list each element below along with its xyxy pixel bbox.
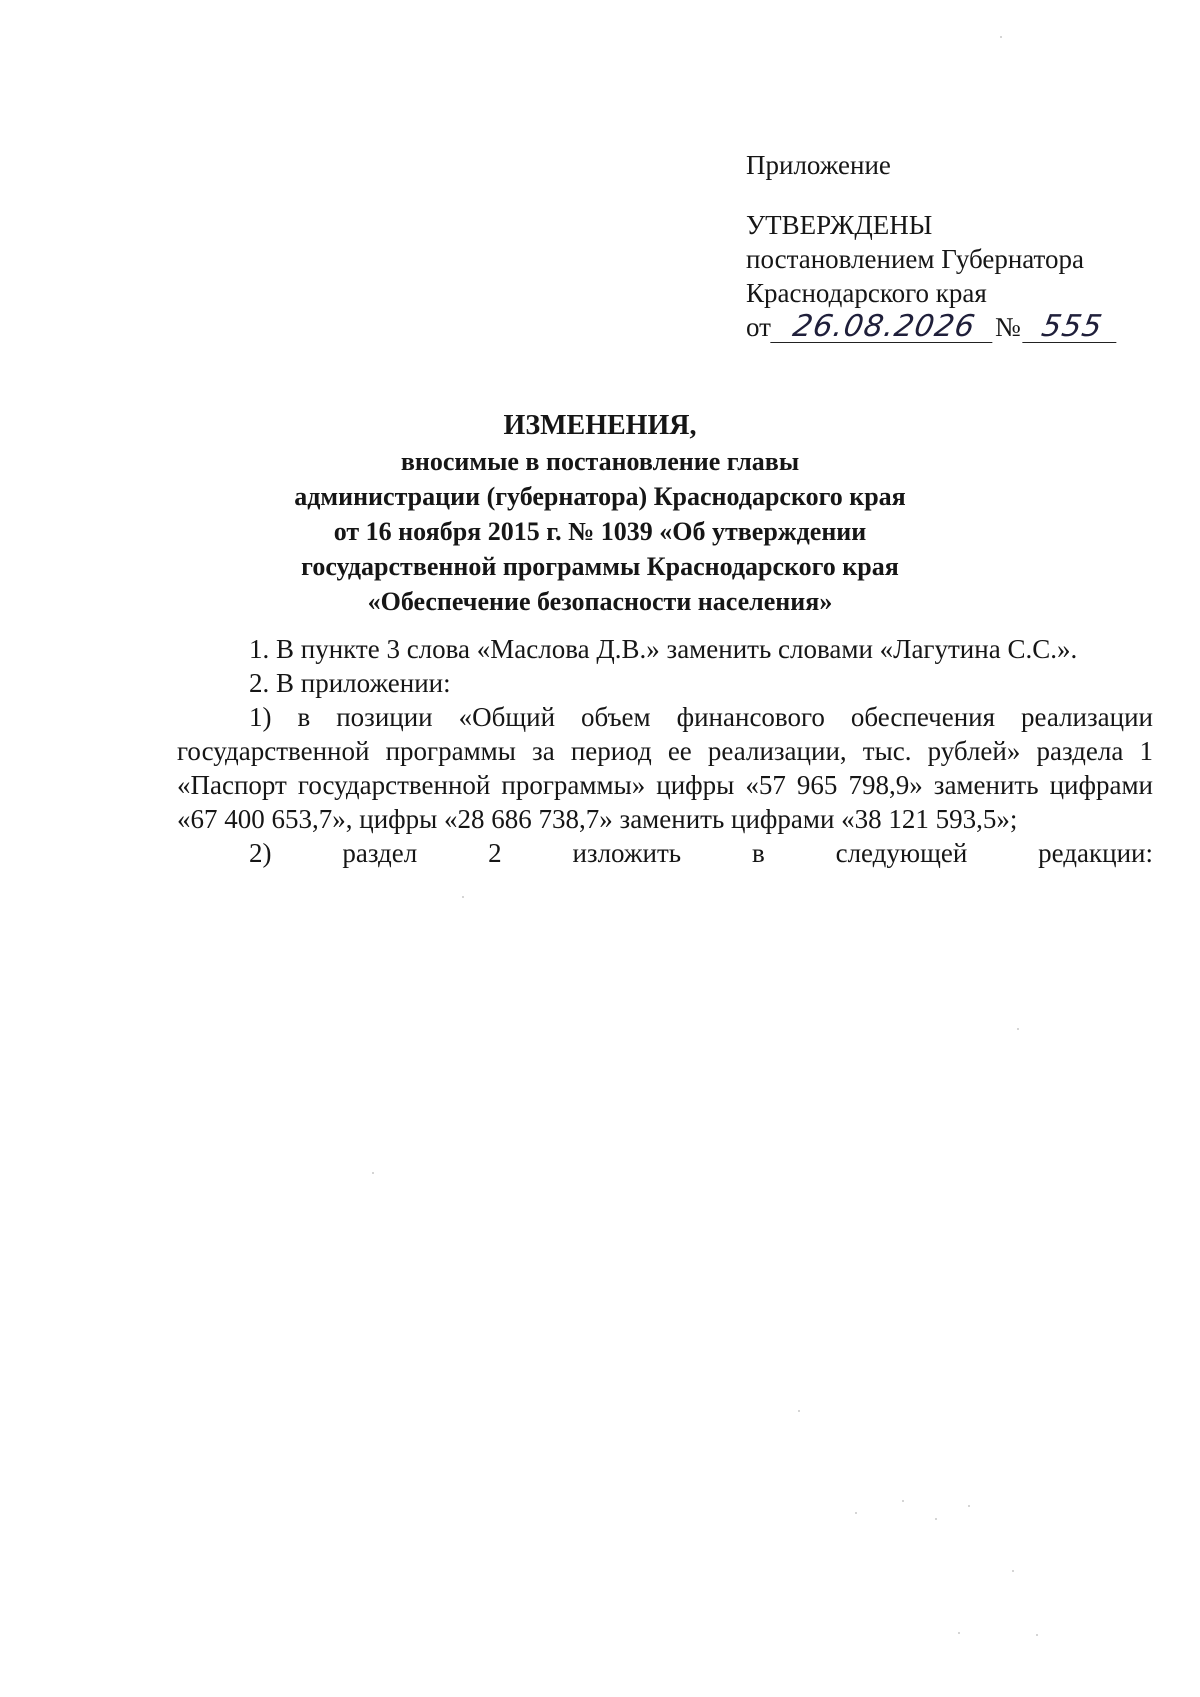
scan-speck [372,1172,374,1174]
body-paragraph: 1. В пункте 3 слова «Маслова Д.В.» заменить словами «Лагутина С.С.». [249,634,1078,664]
document-title [160,408,1040,619]
scan-speck [1000,36,1002,38]
scan-speck [798,1410,800,1412]
scan-speck [855,1512,857,1514]
scan-speck [935,1518,937,1520]
approved-by-line-2: Краснодарского края [746,278,987,308]
handwritten-number: 555 [1022,312,1121,343]
number-sign: № [994,312,1021,342]
handwritten-date: 26.08.2026 [770,312,997,343]
scan-speck [1012,1570,1014,1572]
scan-speck [902,1500,904,1502]
scan-speck [968,1505,970,1507]
from-prefix: от [746,312,771,342]
scan-speck [1036,1634,1038,1636]
title-heading: ИЗМЕНЕНИЯ, [503,410,697,441]
title-line: «Обеспечение безопасности населения» [367,587,833,616]
scan-speck [1017,1028,1019,1030]
document-body [177,632,1153,870]
approved-by-line-1: постановлением Губернатора [746,244,1084,274]
approval-block [746,148,1166,344]
body-paragraph: 2) раздел 2 изложить в следующей редакции: [249,838,1153,868]
title-line: от 16 ноября 2015 г. № 1039 «Об утверждении [333,517,867,546]
approved-label: УТВЕРЖДЕНЫ [746,210,933,240]
title-line: вносимые в постановление главы [400,447,800,476]
scan-speck [958,1632,960,1634]
scan-speck [462,896,464,898]
title-line: государственной программы Краснодарского края [301,552,899,581]
date-number-line [746,310,1166,344]
title-line: администрации (губернатора) Краснодарского края [294,482,906,511]
body-paragraph: 1) в позиции «Общий объем финансового обеспечения реализации государственной программы за период ее реализации, тыс. рублей» раздела 1 «Паспорт государственной программы» цифры «57 965 798,9» заменить цифрами «67 400 653,7», цифры «28 686 738,7» заменить цифрами «38 121 593,5»; [177,702,1153,834]
appendix-label: Приложение [746,150,891,180]
body-paragraph: 2. В приложении: [249,668,451,698]
